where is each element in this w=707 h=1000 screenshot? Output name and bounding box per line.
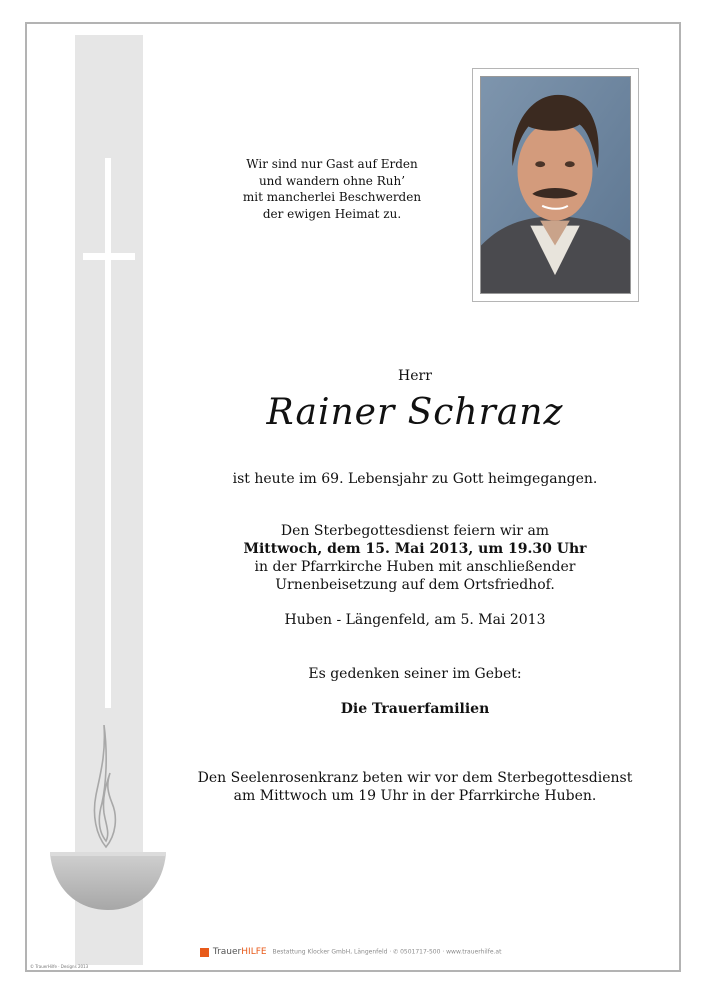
deceased-name: Rainer Schranz — [266, 392, 564, 433]
salutation: Herr — [398, 368, 432, 384]
logo-part-1: Trauer — [212, 947, 242, 957]
copyright: © TrauerHilfe · Designs 2013 — [30, 964, 89, 969]
passed-statement: ist heute im 69. Lebensjahr zu Gott heimgegangen. — [232, 471, 598, 487]
service-line: in der Pfarrkirche Huben mit anschließender — [254, 559, 576, 575]
place-date: Huben - Längenfeld, am 5. Mai 2013 — [284, 612, 546, 628]
logo-part-2: HILFE — [241, 947, 267, 957]
candle-flame-icon — [82, 725, 132, 855]
service-date: Mittwoch, dem 15. Mai 2013, um 19.30 Uhr — [243, 541, 587, 557]
service-details — [150, 522, 680, 594]
footer-text: Bestattung Klocker GmbH, Längenfeld · ✆ 0501717-500 · www.trauerhilfe.at — [272, 948, 502, 956]
verse-line: und wandern ohne Ruh’ — [258, 173, 406, 188]
portrait-frame — [472, 68, 639, 302]
rosary-details — [150, 769, 680, 805]
rosary-line: am Mittwoch um 19 Uhr in der Pfarrkirche Huben. — [233, 788, 597, 804]
remembrance-line: Es gedenken seiner im Gebet: — [308, 666, 522, 682]
bowl-icon — [50, 850, 166, 912]
service-line: Den Sterbegottesdienst feiern wir am — [280, 523, 550, 539]
service-line: Urnenbeisetzung auf dem Ortsfriedhof. — [275, 577, 555, 593]
verse-line: der ewigen Heimat zu. — [262, 206, 402, 221]
family-signature: Die Trauerfamilien — [340, 701, 490, 717]
cross-icon-bar — [83, 253, 135, 260]
verse — [228, 156, 436, 222]
verse-line: mit mancherlei Beschwerden — [242, 190, 422, 204]
portrait-photo — [480, 76, 631, 294]
trauerhilfe-logo — [213, 947, 267, 957]
trauerhilfe-logo-icon — [200, 948, 209, 957]
footer — [200, 947, 520, 961]
verse-line: Wir sind nur Gast auf Erden — [246, 157, 418, 171]
cross-icon — [105, 158, 111, 708]
rosary-line: Den Seelenrosenkranz beten wir vor dem Sterbegottesdienst — [197, 770, 633, 786]
